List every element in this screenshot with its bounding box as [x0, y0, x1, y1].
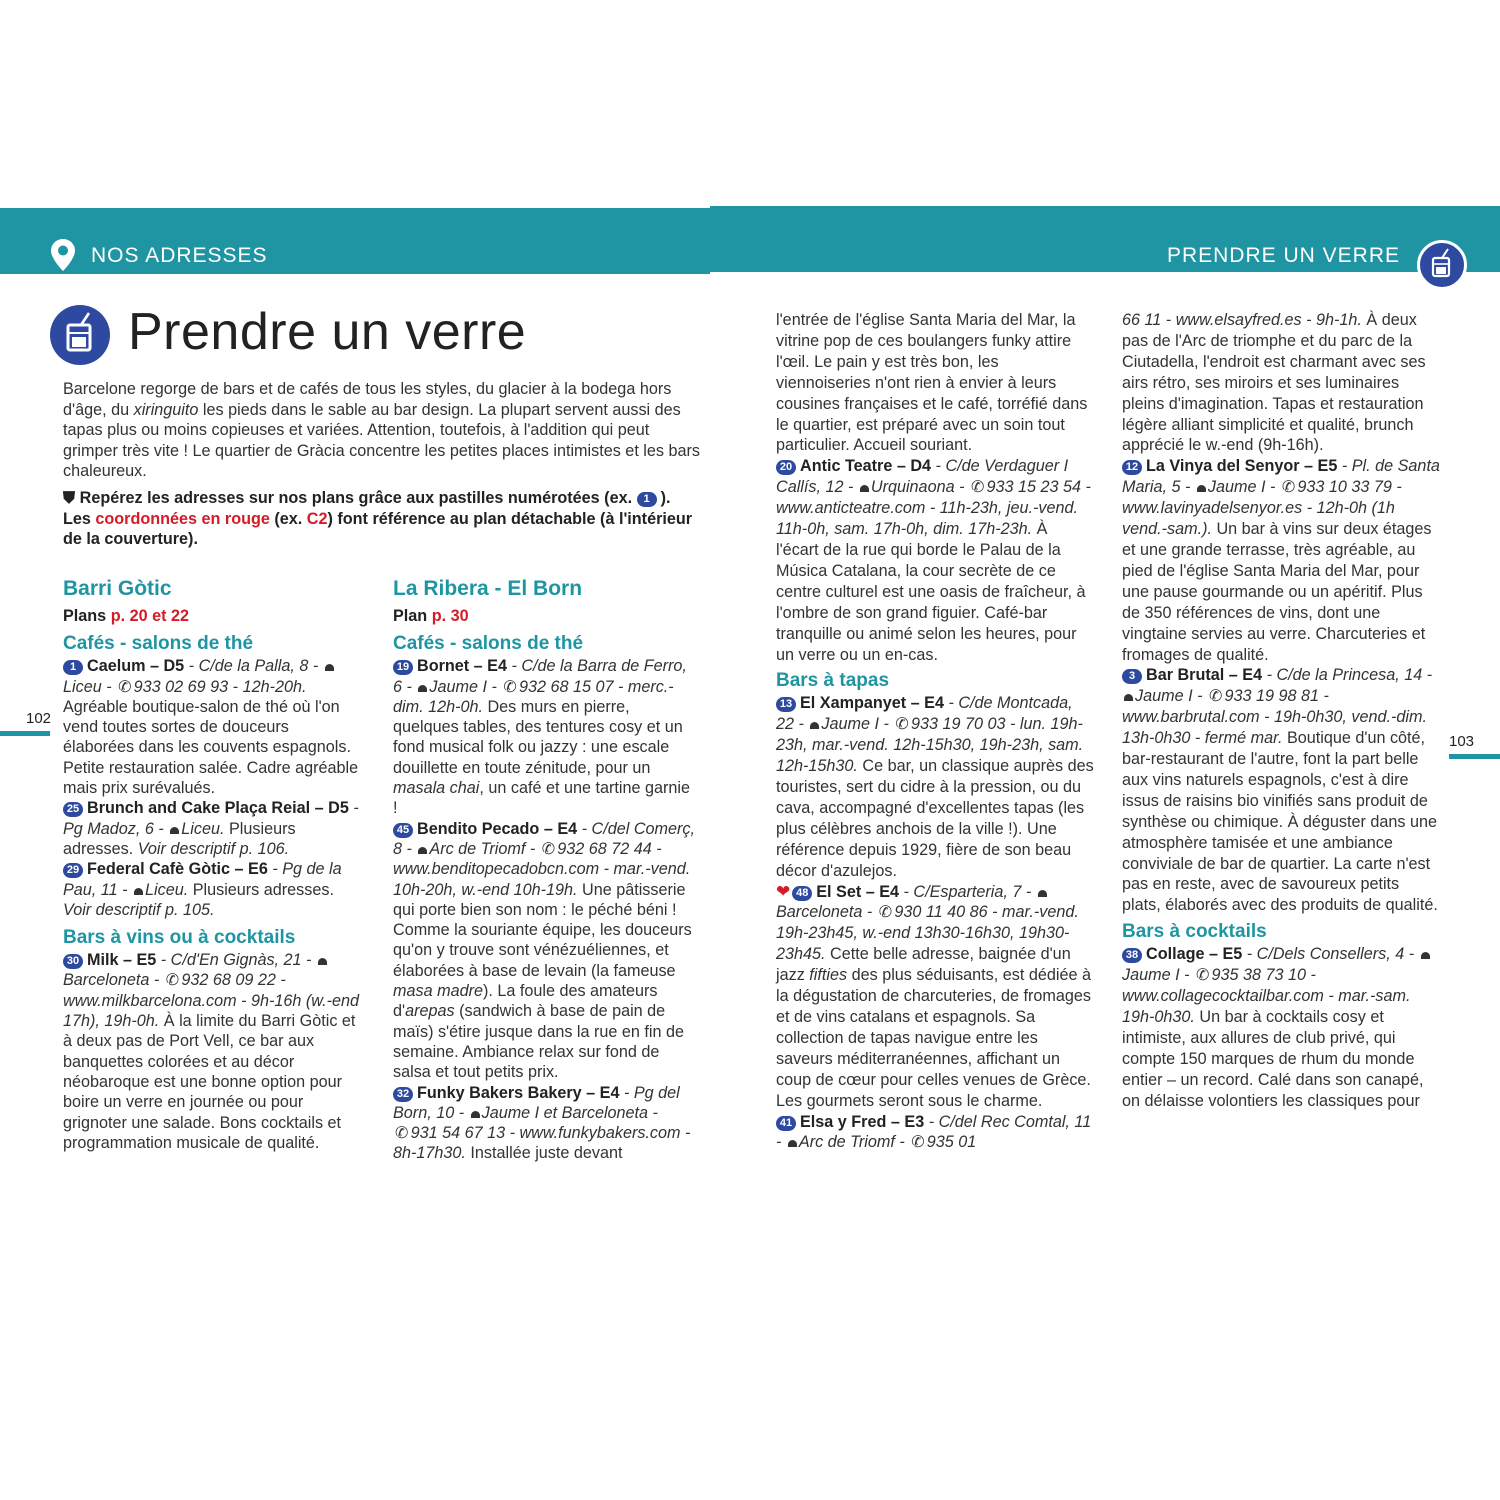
- entry-address: - C/de la Palla, 8 -: [184, 657, 319, 676]
- note-text-2: Les: [63, 509, 96, 528]
- entry: [776, 693, 1094, 881]
- entry-desc: Boutique d'un côté, bar-restaurant de l'autre, font la part belle aux vins naturels espagnols, c'est à dire issus de raisins bio vinifiés sans produit de synthèse ou chimique. À déguster dans une atmosphère tamisée et une ambiance conviviale de bar de quartier. La carte n'est pas en reste, avec de savoureux petits plats, élaborés avec des produits de qualité.: [1122, 729, 1438, 915]
- phone-icon: ✆: [911, 1133, 925, 1152]
- sep: –: [1299, 457, 1318, 476]
- entry-info: 935 01: [926, 1133, 977, 1152]
- entry-coord: E3: [904, 1112, 925, 1131]
- entry-metro: Arc de Triomf -: [429, 839, 540, 858]
- sep: –: [145, 657, 164, 676]
- marker-badge: 3: [1122, 669, 1142, 684]
- entry-metro: Liceu -: [63, 677, 117, 696]
- metro-icon: [1197, 485, 1206, 492]
- entry: [63, 950, 363, 1153]
- entry-info: 930 11 40 86 - mar.-vend. 19h-23h45, w.-end 13h30-16h30, 19h30-23h45.: [776, 903, 1079, 964]
- entry-metro: Jaume I et Barceloneta -: [481, 1103, 658, 1122]
- header-right-title: PRENDRE UN VERRE: [1166, 244, 1400, 267]
- section-title: Barri Gòtic: [63, 577, 172, 600]
- phone-icon: ✆: [1208, 687, 1223, 706]
- entry-address: - Pg del Born, 10 -: [393, 1083, 680, 1122]
- marker-badge: 1: [637, 492, 657, 507]
- phone-icon: ✆: [395, 1124, 409, 1143]
- entry: [1122, 456, 1440, 665]
- intro-text-2: les pieds dans le sable au bar design. La plupart servent aussi des tapas plus ou moins copieuses et variées. Attention, toutefois, à l'addition qui peut grimper très vite ! Le quartier de Gràcia concentre les petites places intimistes et les bars chaleureux.: [63, 400, 700, 481]
- map-note: [63, 488, 703, 550]
- heart-icon: ❤: [776, 881, 791, 901]
- note-red: coordonnées en rouge: [95, 509, 270, 528]
- entry-desc: Cette belle adresse, baignée d'un jazz: [776, 945, 1071, 985]
- entry-desc-2: des plus séduisants, est dédiée à la dégustation de charcuteries, de fromages et de vins catalans et espagnols. Sa collection de tapas navigue entre les saveurs méditerranéennes, affichant un coup de cœur pour celles venues de Grèce. Les gourmets seront sous le charme.: [776, 966, 1091, 1110]
- metro-icon: [318, 958, 327, 965]
- marker-badge: 38: [1122, 948, 1142, 963]
- sep: –: [118, 951, 137, 970]
- entry-italic-2: arepas: [405, 1002, 455, 1021]
- metro-icon: [325, 664, 334, 671]
- marker-badge: 12: [1122, 460, 1142, 475]
- entry-name: Bendito Pecado: [417, 819, 540, 838]
- entry-metro: Urquinaona -: [870, 478, 969, 497]
- entry: [1122, 665, 1440, 916]
- phone-icon: ✆: [970, 478, 985, 497]
- metro-icon: [418, 847, 427, 854]
- entry-address: - Pg de la Pau, 11 -: [63, 860, 342, 899]
- entry-coord: E5: [1222, 945, 1243, 964]
- metro-icon: [1038, 890, 1047, 897]
- subsection-title: Cafés - salons de thé: [63, 633, 254, 655]
- entry-address: - C/d'En Gignàs, 21 -: [156, 951, 316, 970]
- entry: [393, 1083, 696, 1164]
- entry-address: - C/de Montcada, 22 -: [776, 694, 1073, 734]
- entry-address: - C/de la Princesa, 14 -: [1262, 666, 1433, 685]
- marker-badge: 25: [63, 802, 83, 817]
- marker-badge: 32: [393, 1087, 413, 1102]
- metro-icon: [1421, 952, 1430, 959]
- plan-ref: [393, 606, 696, 626]
- entry-desc: À la limite du Barri Gòtic et à deux pas de Port Vell, ce bar aux banquettes colorées et au décor néobaroque est une bonne option pour boire un verre en journée ou pour grignoter une salade. Bons cocktails et programmation musicale de qualité.: [63, 1012, 356, 1152]
- entry-coord: D5: [328, 799, 349, 818]
- entry-coord: E4: [599, 1083, 620, 1102]
- entry-name: Brunch and Cake Plaça Reial: [87, 799, 311, 818]
- note-text-3: (ex.: [269, 509, 307, 528]
- intro-italic: xiringuito: [133, 400, 199, 419]
- entry: [63, 798, 363, 859]
- entry-info: 931 54 67 13 - www.funkybakers.com - 8h-17h30.: [393, 1124, 691, 1163]
- entry: [63, 656, 363, 798]
- entry-address: - C/del Comerç, 8 -: [393, 819, 695, 858]
- entry-metro: Jaume I -: [1135, 687, 1207, 706]
- entry-italic: fifties: [809, 966, 848, 985]
- marker-badge: 1: [63, 660, 83, 675]
- marker-badge: 29: [63, 863, 83, 878]
- entry-coord: E5: [1317, 457, 1338, 476]
- entry-metro: Liceu.: [181, 819, 225, 838]
- entry-see: Voir descriptif p. 105.: [63, 900, 215, 919]
- marker-badge: 41: [776, 1116, 796, 1131]
- phone-icon: ✆: [165, 971, 180, 990]
- sep: –: [539, 819, 558, 838]
- entry: [776, 456, 1094, 665]
- sep: –: [892, 457, 911, 476]
- intro-block: [63, 379, 703, 550]
- phone-icon: ✆: [1195, 966, 1210, 985]
- entry-coord: D5: [163, 657, 185, 676]
- intro-paragraph: [63, 379, 703, 482]
- entry-metro: Barceloneta -: [776, 903, 877, 922]
- location-pin-icon: [50, 238, 76, 272]
- entry-address: - Pl. de Santa Maria, 5 -: [1122, 457, 1440, 497]
- entry-info: 935 38 73 10 - www.collagecocktailbar.com - mar.-sam. 19h-0h30.: [1122, 966, 1411, 1026]
- marker-badge: 20: [776, 460, 796, 475]
- metro-icon: [810, 722, 819, 729]
- metro-icon: [170, 827, 179, 834]
- metro-icon: [471, 1111, 480, 1118]
- continued-text: l'entrée de l'église Santa Maria del Mar, la vitrine pop de ces boulangers funky attire l'œil. Le pain y est très bon, les viennoiseries n'ont rien à envier à leurs cousines françaises et le café, torréfié dans le quartier, est préparé avec un soin tout particulier. Accueil souriant.: [776, 311, 1088, 455]
- sep: –: [861, 882, 880, 901]
- column-4: [1122, 310, 1440, 1112]
- sep: –: [310, 799, 324, 818]
- subsection-title: Cafés - salons de thé: [393, 633, 584, 655]
- pointer-icon: ⛊: [63, 488, 76, 507]
- entry-name: La Vinya del Senyor: [1146, 457, 1300, 476]
- sep: –: [469, 657, 488, 676]
- sep: –: [1204, 945, 1223, 964]
- entry-name: Collage: [1146, 945, 1205, 964]
- entry-name: Bornet: [417, 657, 470, 676]
- plan-label: Plans: [63, 607, 111, 625]
- page-number-left: 102: [26, 710, 52, 727]
- phone-icon: ✆: [895, 715, 909, 734]
- entry-address: - Pg Madoz, 6 -: [63, 799, 359, 838]
- entry-desc-2: ). La foule des amateurs d': [393, 982, 658, 1021]
- plan-pages: p. 20 et 22: [110, 607, 189, 625]
- metro-icon: [1124, 694, 1133, 701]
- entry-metro: Jaume I -: [1207, 478, 1280, 497]
- column-3: [776, 310, 1094, 1153]
- entry-coord: E4: [487, 657, 507, 676]
- entry-metro: Jaume I -: [429, 677, 502, 696]
- metro-icon: [788, 1140, 797, 1147]
- phone-icon: ✆: [503, 677, 517, 696]
- entry-name: Antic Teatre: [800, 457, 893, 476]
- entry-address: - C/Esparteria, 7 -: [899, 882, 1036, 901]
- page-title: Prendre un verre: [128, 303, 527, 361]
- entry-name: Elsa y Fred: [800, 1112, 887, 1131]
- entry-address: - C/del Rec Comtal, 11 -: [776, 1112, 1092, 1152]
- entry-info: 66 11 - www.elsayfred.es - 9h-1h.: [1122, 311, 1362, 329]
- entry-desc: Des murs en pierre, quelques tables, des tentures cosy et un fond musical folk ou jazzy : une escale douillette en toute zénitude, pour un: [393, 697, 683, 777]
- entry-metro: Liceu.: [145, 880, 189, 899]
- drink-badge: [1417, 240, 1467, 290]
- entry-address: - C/Dels Consellers, 4 -: [1242, 945, 1419, 964]
- entry-coord: E4: [557, 819, 578, 838]
- entry-metro: Jaume I -: [1122, 966, 1194, 985]
- entry-name: Federal Cafè Gòtic: [87, 860, 231, 879]
- entry-coord: E4: [1242, 666, 1263, 685]
- entry-info: 932 68 72 44 - www.benditopecadobcn.com - mar.-vend. 10h-20h, w.-end 10h-19h.: [393, 839, 691, 899]
- entry-italic: masala chai: [393, 779, 480, 798]
- entry-info: 933 19 98 81 - www.barbrutal.com - 19h-0h30, vend.-dim. 13h-0h30 - fermé mar.: [1122, 687, 1428, 748]
- column-1: [63, 566, 363, 1153]
- entry-coord: E6: [248, 860, 268, 879]
- entry-desc: Un bar à cocktails cosy et intimiste, aux allures de club privé, qui compte 150 marques de rhum du monde entier – un record. Calé dans son canapé, on délaisse volontiers les classiques pour: [1122, 1008, 1424, 1110]
- note-red-2: C2: [306, 509, 328, 528]
- marker-badge: 45: [393, 823, 413, 838]
- metro-icon: [418, 685, 427, 692]
- phone-icon: ✆: [878, 903, 893, 922]
- entry-see: Voir descriptif p. 106.: [137, 839, 290, 858]
- entry: [393, 656, 696, 818]
- entry-metro: Barceloneta -: [63, 971, 164, 990]
- entry-name: Caelum: [87, 657, 146, 676]
- page-tick-left: [0, 731, 50, 736]
- entry: [776, 882, 1094, 1112]
- entry-metro: Arc de Triomf -: [798, 1133, 910, 1152]
- entry-desc-3: (sandwich à base de pain de maïs) s'étire jusque dans la rue en fin de semaine. Ambiance relax sur fond de salsa et tout petits prix.: [393, 1002, 685, 1082]
- entry-name: El Xampanyet: [800, 694, 907, 713]
- phone-icon: ✆: [1281, 478, 1296, 497]
- sep: –: [1224, 666, 1243, 685]
- entry: [393, 819, 696, 1083]
- entry-coord: E5: [136, 951, 157, 970]
- marker-badge: 48: [792, 886, 812, 901]
- entry-desc: Un bar à vins sur deux étages et une grande terrasse, très agréable, au pied de l'église Santa Maria del Mar, pour une pause gourmande ou un apéritif. Plus de 350 références de vins, dont une vingtaine servies au verre. Charcuteries et fromages de qualité.: [1122, 520, 1432, 664]
- entry-name: Bar Brutal: [1146, 666, 1225, 685]
- sep: –: [906, 694, 925, 713]
- header-left-title: NOS ADRESSES: [91, 244, 268, 267]
- subsection-title: Bars à cocktails: [1122, 921, 1267, 943]
- entry-info: 932 68 15 07 - merc.-dim. 12h-0h.: [393, 677, 674, 716]
- subsection-title: Bars à vins ou à cocktails: [63, 927, 296, 949]
- entry-info: 933 10 33 79 - www.lavinyadelsenyor.es - 12h-0h (1h vend.-sam.).: [1122, 478, 1402, 539]
- sep: –: [581, 1083, 600, 1102]
- drink-glass-icon: [1420, 243, 1464, 287]
- sep: –: [886, 1112, 905, 1131]
- entry-info: 933 19 70 03 - lun. 19h-23h, mar.-vend. 12h-15h30, 19h-23h, sam. 12h-15h30.: [776, 715, 1084, 776]
- column-2: [393, 566, 696, 1164]
- note-text-end: ).: [660, 488, 671, 507]
- phone-icon: ✆: [118, 677, 132, 696]
- sep: –: [230, 860, 249, 879]
- metro-icon: [134, 888, 143, 895]
- entry-coord: D4: [910, 457, 932, 476]
- marker-badge: 30: [63, 954, 83, 969]
- phone-icon: ✆: [541, 839, 556, 858]
- entry-desc: Une pâtisserie qui porte bien son nom : le péché béni ! Comme la souriante équipe, les douceurs qu'on y trouve sont vénézuéliennes, et élaborées à base de levain (la fameuse: [393, 880, 692, 980]
- continued-text: [1122, 310, 1440, 456]
- entry-info: 933 15 23 54 - www.anticteatre.com - 11h-23h, jeu.-vend. 11h-0h, sam. 17h-0h, dim. 17h-23h.: [776, 478, 1091, 539]
- page-tick-right: [1449, 754, 1500, 759]
- entry-address: - C/de la Barra de Ferro, 6 -: [393, 657, 687, 696]
- metro-icon: [860, 485, 869, 492]
- title-drink-badge: [50, 305, 110, 365]
- entry-desc: Installée juste devant: [465, 1144, 623, 1163]
- section-title: La Ribera - El Born: [393, 577, 583, 600]
- entry-address: - C/de Verdaguer I Callís, 12 -: [776, 457, 1069, 497]
- entry-desc: Agréable boutique-salon de thé où l'on vend toutes sortes de douceurs élaborées dans les couvents espagnols. Petite restauration salée. Cadre agréable mais prix surévalués.: [63, 697, 359, 798]
- entry-desc: Plusieurs adresses.: [63, 819, 296, 858]
- entry-name: Funky Bakers Bakery: [417, 1083, 582, 1102]
- entry-desc: Plusieurs adresses.: [188, 880, 334, 899]
- entry-desc: À l'écart de la rue qui borde le Palau de la Música Catalana, la cour secrète de ce centre culturel est une oasis de fraîcheur, à l'ombre de son grand figuier. Café-bar tranquille ou animé selon les heures, pour un verre ou un en-cas.: [776, 520, 1086, 664]
- page-number-right: 103: [1449, 733, 1475, 750]
- entry-name: El Set: [816, 882, 862, 901]
- entry-info: 932 68 09 22 - www.milkbarcelona.com - 9h-16h (w.-end 17h), 19h-0h.: [63, 971, 359, 1031]
- entry-desc-2: , un café et une tartine garnie !: [393, 779, 690, 818]
- entry-coord: E4: [924, 694, 944, 713]
- entry: [1122, 944, 1440, 1111]
- entry-coord: E4: [879, 882, 900, 901]
- entry-metro: Jaume I -: [821, 715, 894, 734]
- plan-pages: p. 30: [431, 607, 469, 625]
- drink-glass-icon: [50, 305, 110, 365]
- plan-label: Plan: [393, 607, 432, 625]
- plan-ref: [63, 606, 363, 626]
- entry-info: 933 02 69 93 - 12h-20h.: [133, 677, 307, 696]
- intro-text: Barcelone regorge de bars et de cafés de tous les styles, du glacier à la bodega hors d'âge, du: [63, 380, 672, 419]
- note-text: Repérez les adresses sur nos plans grâce aux pastilles numérotées (ex.: [79, 488, 637, 507]
- entry-italic: masa madre: [393, 982, 483, 1001]
- marker-badge: 19: [393, 660, 413, 675]
- entry-desc: À deux pas de l'Arc de triomphe et du parc de la Ciutadella, l'endroit est charmant avec ses airs rétro, ses miroirs et ses luminaires pleins d'imagination. Tapas et restauration légère alliant simplicité et qualité, brunch apprécié le w.-end (9h-16h).: [1122, 311, 1426, 455]
- marker-badge: 13: [776, 697, 796, 712]
- entry: [63, 859, 363, 920]
- entry: [776, 1112, 1094, 1154]
- entry-desc: Ce bar, un classique auprès des touristes, sert du cidre à la pression, ou du cava, accompagné d'excellentes tapas (les plus célèbres anchois de la ville !). Une référence depuis 1929, fière de son beau décor d'azulejos.: [776, 757, 1094, 880]
- note-text-4: ) font référence au plan détachable (à l'intérieur de la couverture).: [63, 509, 693, 549]
- entry-name: Milk: [87, 951, 119, 970]
- subsection-title: Bars à tapas: [776, 670, 890, 692]
